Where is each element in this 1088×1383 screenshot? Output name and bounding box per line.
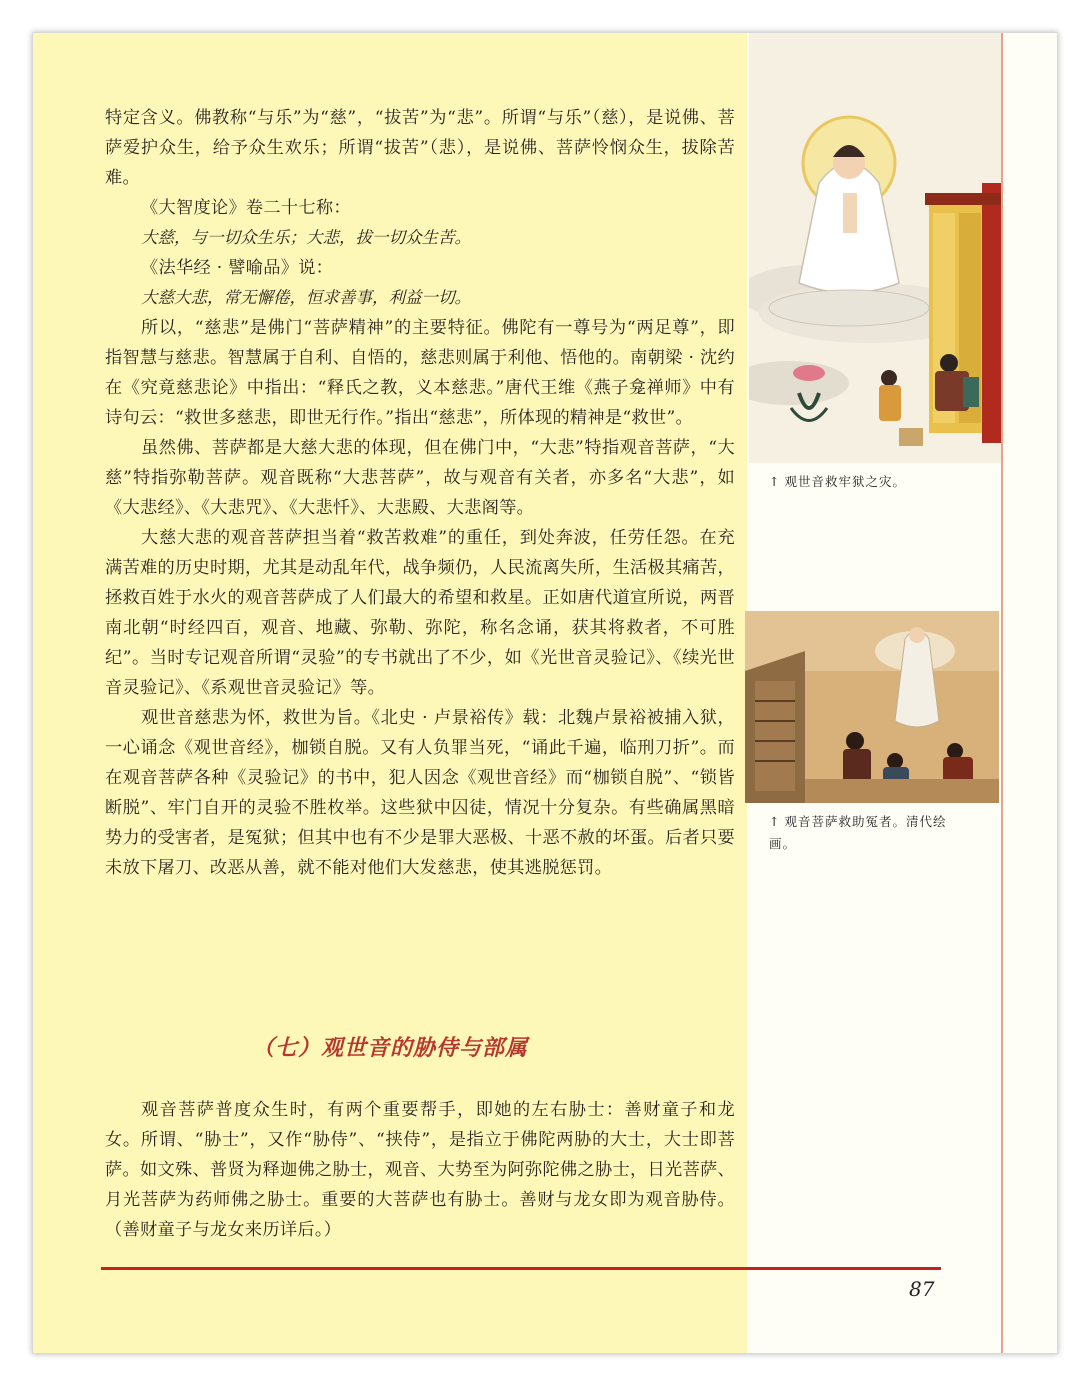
body-text-block-1 bbox=[105, 103, 735, 883]
source-line: 《大智度论》卷二十七称： bbox=[141, 198, 351, 218]
guanyin-painting-illustration bbox=[749, 33, 1001, 463]
paragraph: 所以，“慈悲”是佛门“菩萨精神”的主要特征。佛陀有一尊号为“两足尊”，即指智慧与慈悲。智慧属于自利、自悟的，慈悲则属于利他、悟他的。南朝梁 · 沈约在《究竟慈悲论》中指出：“释氏之教，义本慈悲。”唐代王维《燕子龛禅师》中有诗句云：“救世多慈悲，即世无行作。”指出“慈悲”，所体现的精神是“救世”。 bbox=[105, 318, 735, 428]
source-line: 《法华经 · 譬喻品》说： bbox=[141, 258, 334, 278]
arrow-up-icon: ↑ bbox=[769, 474, 781, 489]
caption-text: 观世音救牢狱之灾。 bbox=[784, 474, 906, 489]
body-text-block-2 bbox=[105, 1095, 735, 1245]
qing-dynasty-painting-image bbox=[745, 611, 999, 803]
paragraph: 大慈大悲的观音菩萨担当着“救苦救难”的重任，到处奔波，任劳任怨。在充满苦难的历史时期，尤其是动乱年代，战争频仍，人民流离失所，生活极其痛苦，拯救百姓于水火的观音菩萨成了人们最大的希望和救星。正如唐代道宣所说，两晋南北朝“时经四百，观音、地藏、弥勒、弥陀，称名念诵，获其将救者，不可胜纪”。当时专记观音所谓“灵验”的专书就出了不少，如《光世音灵验记》、《续光世音灵验记》、《系观世音灵验记》等。 bbox=[105, 528, 735, 698]
figure-caption-1 bbox=[769, 471, 969, 493]
section-heading: （七）观世音的胁侍与部属 bbox=[251, 1036, 528, 1061]
quote-line: 大慈大悲，常无懈倦，恒求善事，利益一切。 bbox=[141, 288, 471, 307]
figure-caption-2 bbox=[769, 811, 969, 855]
page-number: 87 bbox=[909, 1277, 935, 1301]
paragraph: 虽然佛、菩萨都是大慈大悲的体现，但在佛门中，“大悲”特指观音菩萨，“大慈”特指弥勒菩萨。观音既称“大悲菩萨”，故与观音有关者，亦多名“大悲”，如《大悲经》、《大悲咒》、《大悲忏》、大悲殿、大悲阁等。 bbox=[105, 438, 735, 518]
bottom-rule bbox=[101, 1267, 941, 1270]
arrow-up-icon: ↑ bbox=[769, 814, 781, 829]
book-page bbox=[32, 32, 1058, 1354]
margin-rule bbox=[1001, 33, 1003, 1353]
qing-painting-illustration bbox=[745, 611, 999, 803]
paragraph: 观音菩萨普度众生时，有两个重要帮手，即她的左右胁士：善财童子和龙女。所谓、“胁士”，又作“胁侍”、“挟侍”，是指立于佛陀两胁的大士，大士即菩萨。如文殊、普贤为释迦佛之胁士，观音、大势至为阿弥陀佛之胁士，日光菩萨、月光菩萨为药师佛之胁士。重要的大菩萨也有胁士。善财与龙女即为观音胁侍。（善财童子与龙女来历详后。） bbox=[105, 1100, 735, 1240]
quote-line: 大慈，与一切众生乐；大悲，拔一切众生苦。 bbox=[141, 228, 471, 247]
guanyin-painting-image bbox=[749, 33, 1001, 463]
caption-text: 观音菩萨救助冤者。清代绘画。 bbox=[769, 814, 947, 851]
paragraph-intro: 特定含义。佛教称“与乐”为“慈”，“拔苦”为“悲”。所谓“与乐”（慈），是说佛、菩萨爱护众生，给予众生欢乐；所谓“拔苦”（悲），是说佛、菩萨怜悯众生，拔除苦难。 bbox=[105, 108, 735, 188]
paragraph: 观世音慈悲为怀，救世为旨。《北史 · 卢景裕传》载：北魏卢景裕被捕入狱，一心诵念《观世音经》，枷锁自脱。又有人负罪当死，“诵此千遍，临刑刀折”。而在观音菩萨各种《灵验记》的书中，犯人因念《观世音经》而“枷锁自脱”、“锁皆断脱”、牢门自开的灵验不胜枚举。这些狱中囚徒，情况十分复杂。有些确属黑暗势力的受害者，是冤狱；但其中也有不少是罪大恶极、十恶不赦的坏蛋。后者只要未放下屠刀、改恶从善，就不能对他们大发慈悲，使其逃脱惩罚。 bbox=[105, 708, 735, 878]
